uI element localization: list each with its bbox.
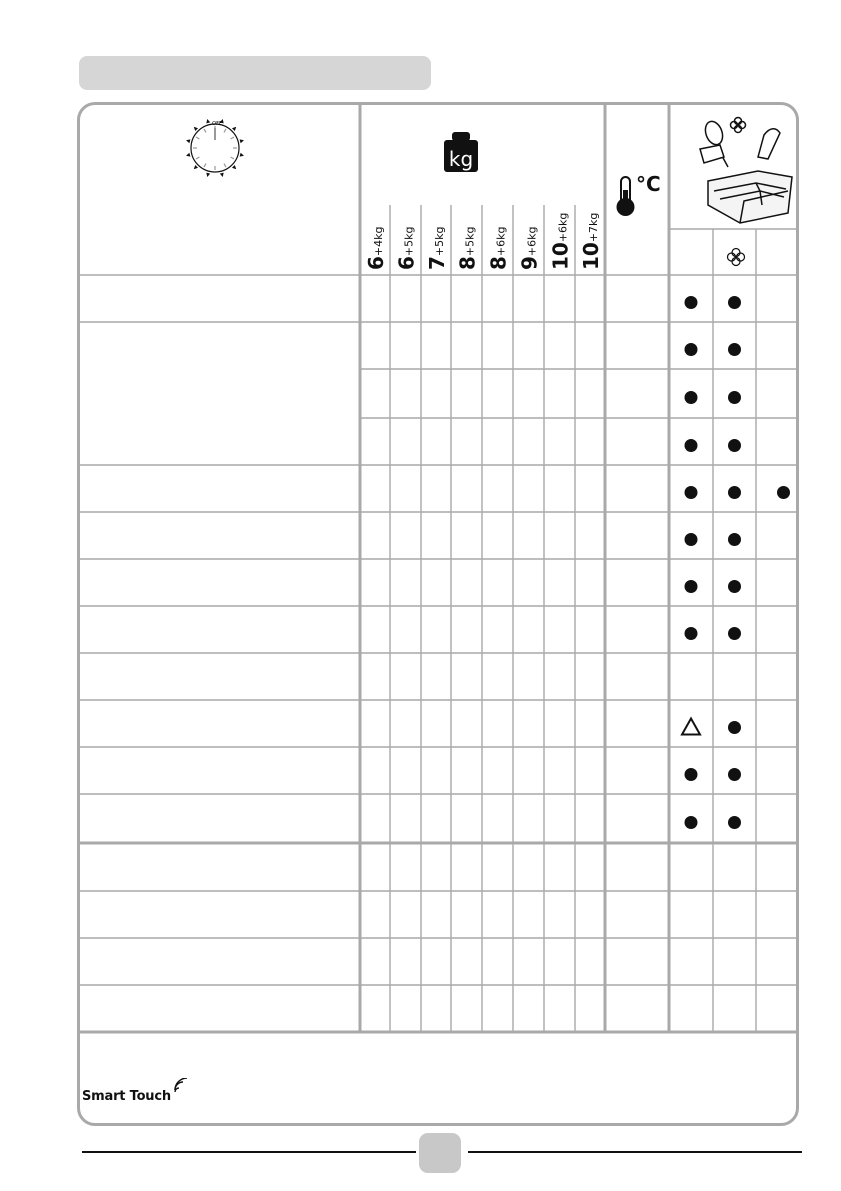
weight-icon-label: kg xyxy=(448,147,474,171)
load-main-value: 10 xyxy=(579,242,603,270)
load-main-value: 9 xyxy=(517,256,542,270)
smart-touch-label xyxy=(82,1078,190,1104)
detergent-dot-mark xyxy=(685,486,698,499)
weight-icon xyxy=(444,132,478,172)
load-unit: kg xyxy=(556,212,570,226)
load-unit: kg xyxy=(433,226,446,240)
program-dial-icon xyxy=(186,119,245,178)
load-unit: kg xyxy=(494,226,508,240)
detergent-dot-mark xyxy=(728,816,741,829)
load-capacity-label xyxy=(364,227,388,271)
load-main-value: 6 xyxy=(394,256,419,270)
detergent-dot-mark xyxy=(728,343,741,356)
wifi-signal-icon xyxy=(174,1078,190,1096)
detergent-dot-mark xyxy=(685,627,698,640)
detergent-dot-mark xyxy=(685,768,698,781)
load-main-value: 10 xyxy=(548,242,573,270)
program-table xyxy=(77,102,799,1126)
thermometer-icon xyxy=(617,177,635,216)
load-main-value: 8 xyxy=(455,256,480,270)
load-capacity-label xyxy=(487,227,511,271)
detergent-dot-mark xyxy=(685,533,698,546)
load-extra-value: +5 xyxy=(402,239,416,257)
detergent-dot-mark xyxy=(728,627,741,640)
load-extra-value: +7 xyxy=(587,225,600,243)
load-unit: kg xyxy=(372,226,385,240)
load-main-value: 6 xyxy=(364,256,388,270)
detergent-dot-mark xyxy=(728,486,741,499)
detergent-dot-mark xyxy=(728,721,741,734)
load-capacity-label xyxy=(456,227,480,271)
footer-rule-right xyxy=(468,1151,802,1153)
load-extra-value: +6 xyxy=(525,239,539,257)
load-unit: kg xyxy=(525,226,539,240)
detergent-dot-mark xyxy=(728,391,741,404)
detergent-dot-mark xyxy=(728,768,741,781)
load-extra-value: +6 xyxy=(556,225,570,243)
detergent-dot-mark xyxy=(728,296,741,309)
load-unit: kg xyxy=(463,226,477,240)
load-capacity-label xyxy=(579,213,603,270)
load-extra-value: +5 xyxy=(433,239,446,257)
page-number-tab xyxy=(419,1133,461,1173)
load-extra-value: +4 xyxy=(372,239,385,257)
detergent-dot-mark xyxy=(728,580,741,593)
smart-touch-text: Smart Touch xyxy=(82,1089,171,1104)
detergent-dot-mark xyxy=(685,439,698,452)
footer-rule-left xyxy=(82,1151,416,1153)
program-table-grid xyxy=(80,105,799,1126)
load-capacity-label xyxy=(518,227,542,271)
load-unit: kg xyxy=(402,226,416,240)
load-extra-value: +6 xyxy=(494,239,508,257)
detergent-dot-mark xyxy=(685,343,698,356)
detergent-dot-mark xyxy=(777,486,790,499)
dial-off-label: OFF xyxy=(212,121,222,127)
load-main-value: 7 xyxy=(425,256,449,270)
load-extra-value: +5 xyxy=(463,239,477,257)
load-capacity-label xyxy=(395,227,419,271)
load-capacity-label xyxy=(549,213,573,270)
detergent-dot-mark xyxy=(685,391,698,404)
load-capacity-label xyxy=(425,227,449,271)
detergent-dot-mark xyxy=(728,533,741,546)
softener-flower-icon xyxy=(728,249,745,266)
detergent-drawer-icon xyxy=(700,118,792,224)
detergent-dot-mark xyxy=(728,439,741,452)
load-unit: kg xyxy=(587,212,600,226)
detergent-dot-mark xyxy=(685,816,698,829)
temperature-label: °C xyxy=(636,172,661,196)
section-title-bar xyxy=(79,56,431,90)
load-main-value: 8 xyxy=(486,256,511,270)
detergent-triangle-mark xyxy=(682,719,700,735)
detergent-dot-mark xyxy=(685,580,698,593)
detergent-dot-mark xyxy=(685,296,698,309)
